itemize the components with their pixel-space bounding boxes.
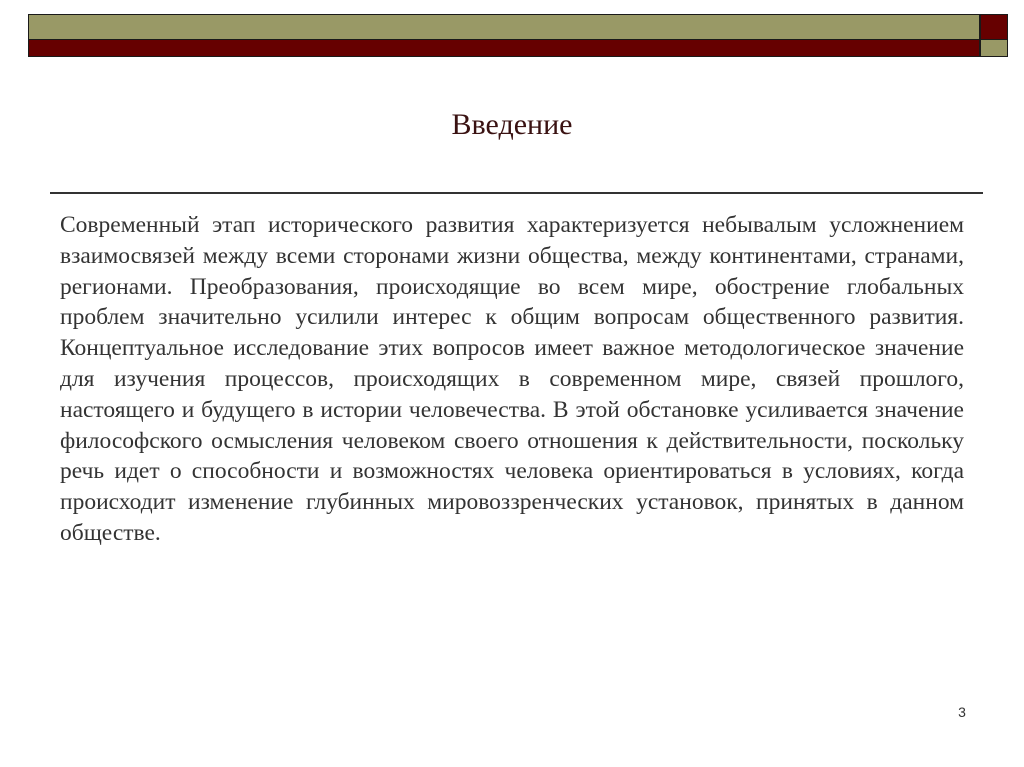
page-number: 3	[958, 704, 966, 720]
header-corner-square-olive	[980, 39, 1008, 57]
slide-body-text: Современный этап исторического развития характеризуется небывалым усложнением взаимосвязей между всеми сторонами жизни общества, между континентами, странами, регионами. Преобразования, происходящие во всем мире, обострение глобальных проблем значительно усилили интерес к общим вопросам общественного развития. Концептуальное исследование этих вопросов имеет важное методологическое значение для изучения процессов, происходящих в современном мире, связей прошлого, настоящего и будущего в истории человечества. В этой обстановке усиливается значение философского осмысления человеком своего отношения к действительности, поскольку речь идет о способности и возможностях человека ориентироваться в условиях, когда происходит изменение глубинных мировоззренческих установок, принятых в данном обществе.	[60, 212, 964, 546]
title-divider	[50, 192, 983, 194]
header-corner-square-maroon	[980, 14, 1008, 40]
slide-title: Введение	[451, 108, 573, 141]
header-bar-olive	[28, 14, 980, 39]
header-bar-maroon	[28, 39, 980, 57]
